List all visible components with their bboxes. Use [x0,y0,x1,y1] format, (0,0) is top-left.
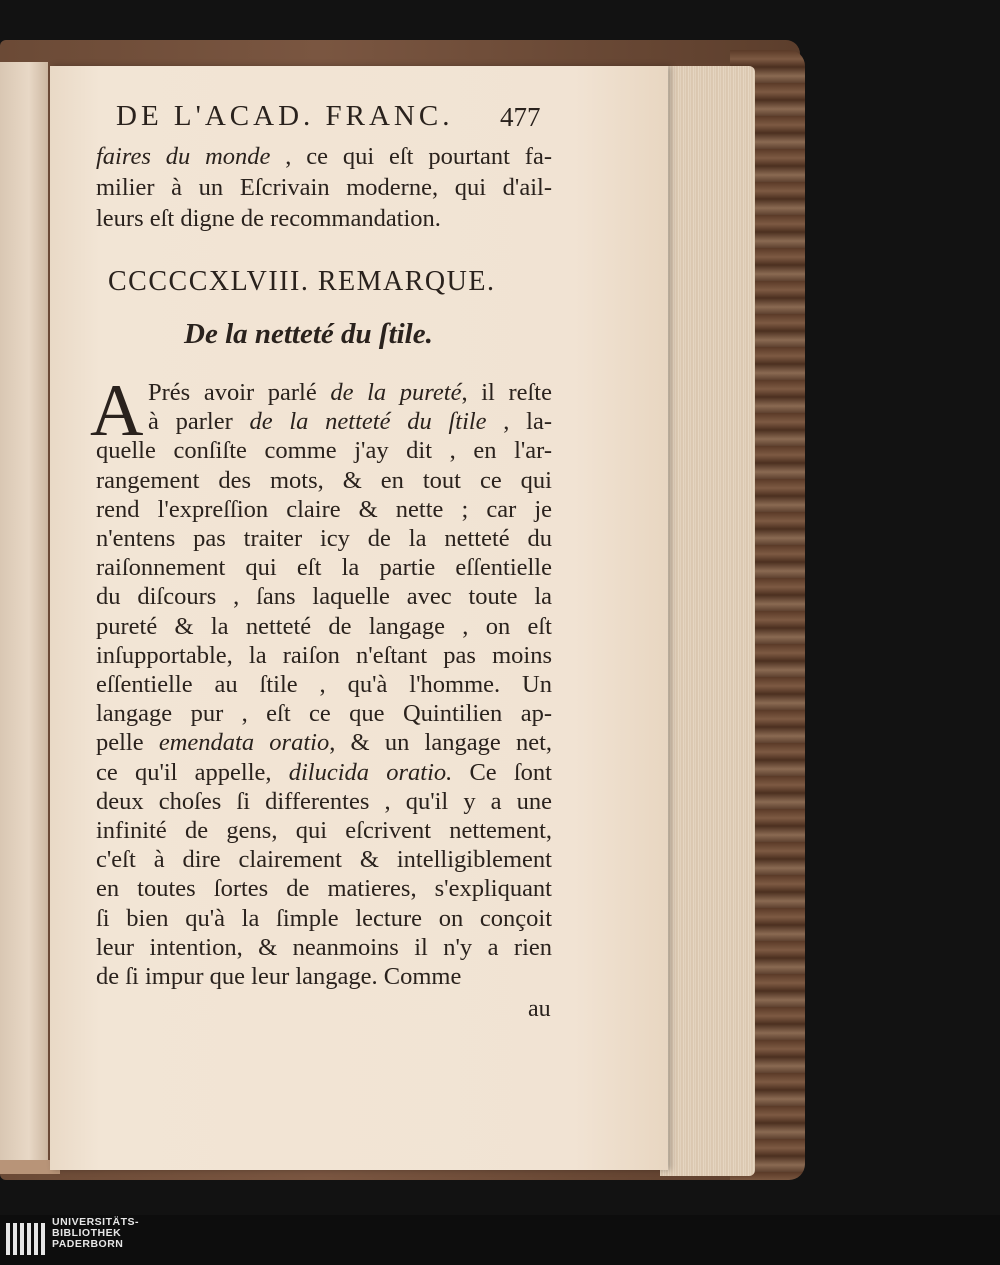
italic-text: faires du monde [96,143,271,170]
text-run: deux choſes ſi differentes , qu'il y a une [96,787,552,815]
text-run: du diſcours , ſans laquelle avec toute la [96,583,552,611]
text-run: pureté & la netteté de langage , on eſt [96,612,552,640]
text-run: raiſonnement qui eſt la partie eſſentielle [96,554,552,582]
running-title: DE L'ACAD. FRANC. [116,100,454,132]
text-line [96,670,552,699]
text-run: , il reſte [461,379,552,406]
text-line [96,466,552,495]
text-line [148,407,552,436]
text-run: inſupportable, la raiſon n'eſtant pas moins [96,641,552,669]
text-run: langage pur , eſt ce que Quintilien ap- [96,700,552,728]
text-line [96,173,552,202]
italic-text: dilucida oratio. [288,758,453,786]
library-line-2: BIBLIOTHEK [52,1227,122,1239]
text-run: eſſentielle au ſtile , qu'à l'homme. Un [96,671,552,698]
text-line [96,142,552,171]
text-line [96,933,552,962]
text-line [96,436,552,465]
library-line-1: UNIVERSITÄTS- [52,1216,140,1228]
text-run: leurs eſt digne de recommandation. [96,205,441,232]
text-run: rend l'expreſſion claire & nette ; car je [96,495,552,523]
page-edges [660,66,755,1176]
text-line [96,728,552,757]
text-run: , ce qui eſt pourtant fa- [270,143,553,170]
text-run: pelle [96,729,159,757]
left-page-strip [0,62,48,1168]
footer-band [0,1215,1000,1265]
library-line-3: PADERBORN [52,1238,124,1250]
text-run: à parler [148,408,250,436]
text-run: en toutes ſortes de matieres, s'expliquant [96,875,552,903]
italic-text: de la netteté du ſtile [249,408,487,436]
text-run: c'eſt à dire clairement & intelligiblement [96,846,552,874]
text-run: Prés avoir parlé [148,379,331,406]
text-line [96,758,552,787]
text-line [96,553,552,582]
italic-text: emendata oratio [158,729,330,757]
text-run: Ce ſont [452,758,552,786]
text-line [96,816,552,845]
drop-cap: A [90,370,144,452]
text-line [96,787,552,816]
section-heading: CCCCCXLVIII. REMARQUE. [108,266,496,297]
library-logo-icon [6,1219,46,1259]
text-line [96,612,552,641]
text-line [96,845,552,874]
text-line [96,699,552,728]
text-line [96,204,552,233]
text-line [96,582,552,611]
text-line [96,641,552,670]
text-run: infinité de gens, qui eſcrivent nettement, [96,817,552,844]
text-run: rangement des mots, & en tout ce qui [96,466,552,494]
text-line [96,524,552,553]
section-subheading: De la netteté du ſtile. [184,318,433,350]
text-line [148,378,552,407]
page-number: 477 [500,102,541,132]
text-run: quelle conſiſte comme j'ay dit , en l'ar- [96,437,552,465]
text-run: n'entens pas traiter icy de la netteté du [96,525,552,552]
text-run: , la- [486,408,553,436]
text-run: leur intention, & neanmoins il n'y a rien [96,933,552,961]
text-run: ſi bien qu'à la ſimple lecture on conçoit [96,904,552,932]
italic-text: de la pureté [330,379,462,406]
library-name [52,1217,139,1250]
text-line [96,904,552,933]
text-run: , & un langage net, [329,729,553,757]
text-line [96,874,552,903]
text-run: ce qu'il appelle, [96,758,289,786]
text-run: milier à un Eſcrivain moderne, qui d'ail- [96,174,552,201]
text-run: de ſi impur que leur langage. Comme [96,963,462,990]
text-line [96,495,552,524]
catchword: au [528,996,551,1022]
text-line [96,962,552,991]
